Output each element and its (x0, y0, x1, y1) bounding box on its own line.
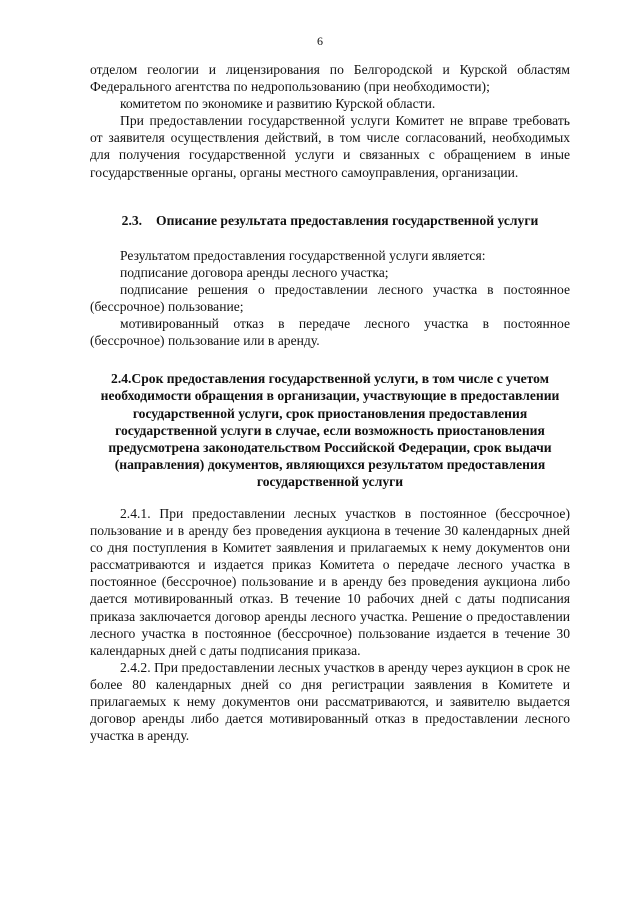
intro-paragraph-2: комитетом по экономике и развитию Курской области. (120, 96, 436, 112)
section-2-3-paragraph-2: подписание договора аренды лесного участка; (120, 264, 389, 280)
section-2-3-paragraph-4: мотивированный отказ в передаче лесного участка в постоянное (бессрочное) пользование или в аренду. (90, 316, 570, 349)
page-number: 6 (317, 34, 323, 48)
section-2-4-heading: 2.4.Срок предоставления государственной услуги, в том числе с учетом необходимости обращения в организации, участвующие в предоставлении государственной услуги, срок приостановления предоставления государственной услуги в случае, если возможность приостановления предусмотрена законодательством Российской Федерации, срок выдачи (направления) документов, являющихся результатом предоставления государственной услуги (100, 371, 560, 489)
section-2-3-paragraph-1: Результатом предоставления государственной услуги является: (120, 247, 486, 263)
intro-paragraph-3: При предоставлении государственной услуги Комитет не вправе требовать от заявителя осуществления действий, в том числе согласований, необходимых для получения государственной услуги и связанных с обращением в иные государственные органы, органы местного самоуправления, организации. (90, 113, 570, 180)
section-2-3-paragraph-3: подписание решения о предоставлении лесного участка в постоянное (бессрочное) пользование; (90, 281, 570, 315)
section-2-4-1-paragraph: 2.4.1. При предоставлении лесных участков в постоянное (бессрочное) пользование и в аренду без проведения аукциона в течение 30 календарных дней со дня поступления в Комитет заявления и прилагаемых к нему документов они рассматриваются и издается приказ Комитета о передаче лесного участка в постоянное (бессрочное) пользование и в аренду без проведения аукциона либо дается мотивированный отказ. В течение 10 рабочих дней с даты подписания приказа заключается договор аренды лесного участка. Решение о предоставлении лесного участка в постоянное (бессрочное) пользование издается в течение 30 календарных дней с даты подписания приказа. (90, 505, 570, 658)
section-2-3-heading (90, 212, 570, 229)
section-2-4-2-paragraph: 2.4.2. При предоставлении лесных участков в аренду через аукцион в срок не более 80 календарных дней со дня регистрации заявления в Комитете и прилагаемых к нему документов они рассматриваются, и заявителю выдается договор аренды либо дается мотивированный отказ в предоставлении лесного участка в аренду. (90, 659, 570, 744)
intro-paragraph-1: отделом геологии и лицензирования по Белгородской и Курской областям Федерального агентства по недропользованию (при необходимости); (90, 62, 570, 95)
section-2-3-title: Описание результата предоставления государственной услуги (156, 212, 539, 228)
section-2-3-number: 2.3. (121, 212, 143, 228)
document-body (90, 61, 570, 744)
